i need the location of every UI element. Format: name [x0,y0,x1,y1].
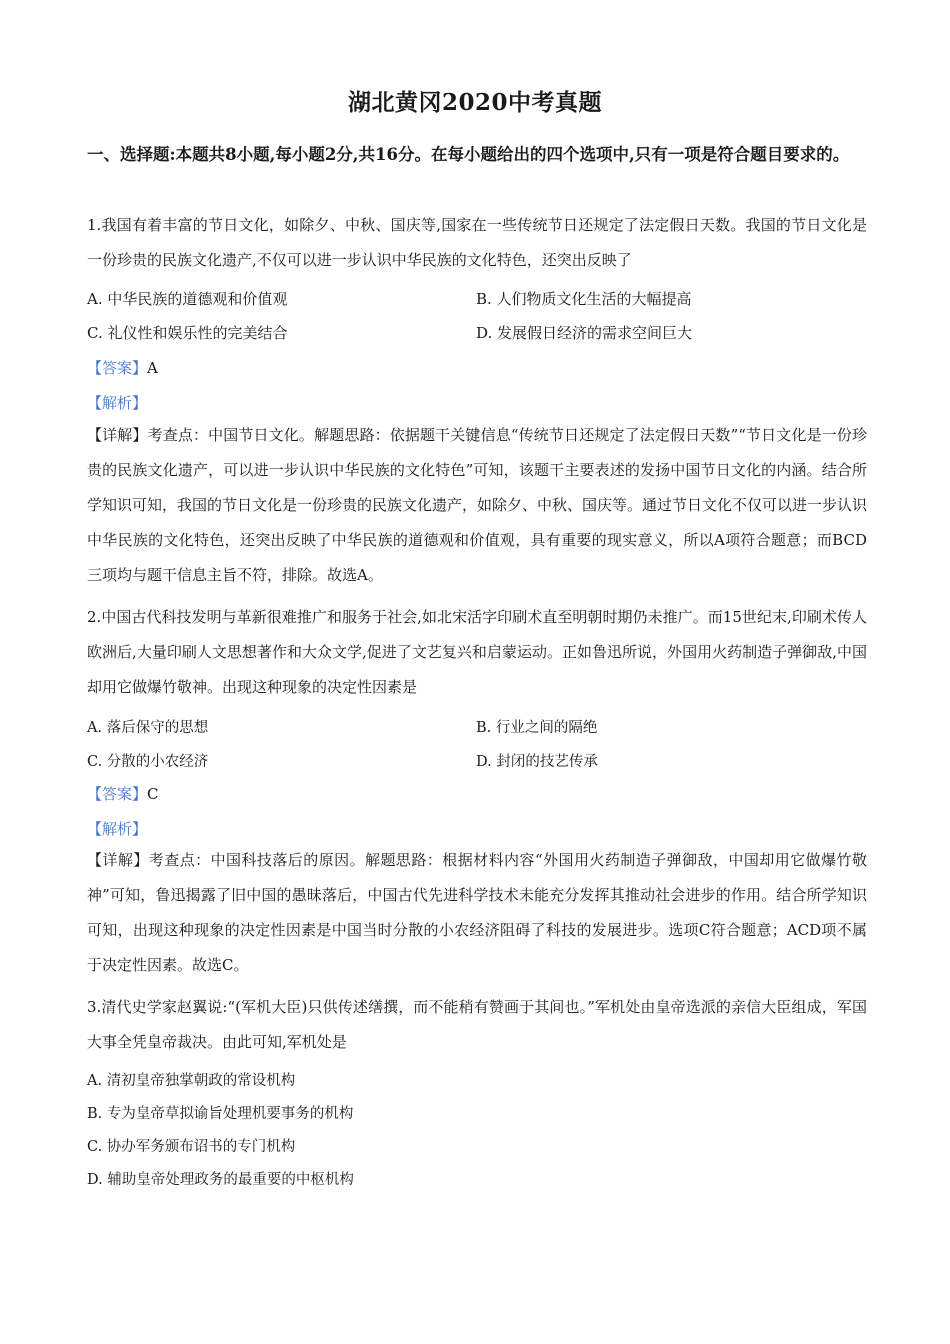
question-2-stem: 2.中国古代科技发明与革新很难推广和服务于社会,如北宋活字印刷术直至明朝时期仍未推广。而15世纪末,印刷术传人欧洲后,大量印刷人文思想著作和大众文学,促进了文艺复兴和启蒙运动。正如鲁迅所说，外国用火药制造子弹御敌,中国却用它做爆竹敬神。出现这种现象的决定性因素是 [87,608,867,696]
q2-option-a: A. 落后保守的思想 [87,720,209,736]
answer-value: C [147,785,159,803]
q3-option-c: C. 协办军务颁布诏书的专门机构 [87,1139,296,1155]
q2-analysis-tag: 【解析】 [87,820,148,838]
q3-option-b: B. 专为皇帝草拟谕旨处理机要事务的机构 [87,1106,354,1122]
answer-tag: 【答案】 [87,785,148,803]
q3-option-a: A. 清初皇帝独掌朝政的常设机构 [87,1073,296,1089]
detail-tag: 【详解】 [87,851,149,869]
q2-option-b: B. 行业之间的隔绝 [476,720,598,736]
answer-tag: 【答案】 [87,359,148,377]
q1-analysis-tag: 【解析】 [87,394,148,412]
q2-answer [87,783,159,804]
detail-text: 考查点：中国科技落后的原因。解题思路：根据材料内容“外国用火药制造子弹御敌，中国却用它做爆竹敬神”可知，鲁迅揭露了旧中国的愚昧落后，中国古代先进科学技术未能充分发挥其推动社会进步的作用。结合所学知识可知，出现这种现象的决定性因素是中国当时分散的小农经济阻碍了科技的发展进步。选项C符合题意；ACD项不属于决定性因素。故选C。 [87,851,867,974]
answer-value: A [147,359,158,377]
detail-text: 考查点：中国节日文化。解题思路：依据题干关键信息“传统节日还规定了法定假日天数”“节日文化是一份珍贵的民族文化遗产，可以进一步认识中华民族的文化特色”可知，该题干主要表述的发扬中国节日文化的内涵。结合所学知识可知，我国的节日文化是一份珍贵的民族文化遗产，如除夕、中秋、国庆等。通过节日文化不仅可以进一步认识中华民族的文化特色，还突出反映了中华民族的道德观和价值观，具有重要的现实意义，所以A项符合题意；而BCD三项均与题干信息主旨不符，排除。故选A。 [87,426,868,584]
q2-option-d: D. 封闭的技艺传承 [476,754,598,770]
detail-tag: 【详解】 [87,426,148,444]
page-title: 湖北黄冈2020中考真题 [347,89,602,116]
q1-option-b: B. 人们物质文化生活的大幅提高 [476,290,692,308]
question-1-stem: 1.我国有着丰富的节日文化，如除夕、中秋、国庆等,国家在一些传统节日还规定了法定假日天数。我国的节日文化是一份珍贵的民族文化遗产,不仅可以进一步认识中华民族的文化特色，还突出反映了 [87,216,867,269]
q1-option-d: D. 发展假日经济的需求空间巨大 [476,324,693,342]
q1-option-a: A. 中华民族的道德观和价值观 [87,290,288,308]
q1-answer [87,357,158,378]
q2-detail [87,843,867,983]
question-3-stem: 3.清代史学家赵翼说:“(军机大臣)只供传述缮撰，而不能稍有赞画于其间也。”军机处由皇帝选派的亲信大臣组成，军国大事全凭皇帝裁决。由此可知,军机处是 [87,998,867,1051]
q1-option-c: C. 礼仪性和娱乐性的完美结合 [87,324,288,342]
section-heading: 一、选择题:本题共8小题,每小题2分,共16分。在每小题给出的四个选项中,只有一项是符合题目要求的。 [87,145,850,164]
q2-option-c: C. 分散的小农经济 [87,754,209,770]
q1-detail [87,418,867,593]
q3-option-d: D. 辅助皇帝处理政务的最重要的中枢机构 [87,1172,354,1188]
